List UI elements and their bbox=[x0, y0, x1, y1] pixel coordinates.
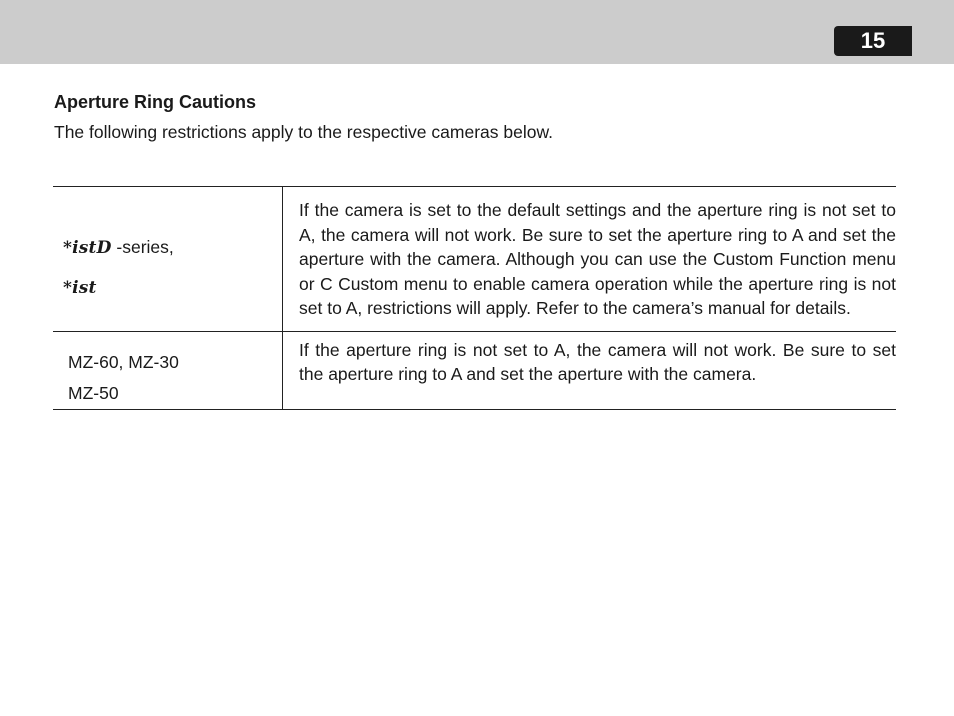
table-row bbox=[53, 187, 896, 331]
istd-logo: *istD bbox=[63, 238, 112, 258]
model-line bbox=[63, 277, 97, 298]
camera-models-cell bbox=[53, 332, 283, 409]
camera-models-cell bbox=[53, 187, 283, 331]
model-line: MZ-50 bbox=[68, 382, 119, 403]
model-line: MZ-60, MZ-30 bbox=[68, 351, 179, 372]
header-band bbox=[0, 0, 954, 64]
camera-restrictions-table bbox=[53, 186, 896, 410]
table-row bbox=[53, 331, 896, 409]
section-title: Aperture Ring Cautions bbox=[54, 92, 257, 112]
model-suffix: -series, bbox=[111, 237, 174, 257]
restriction-text: If the camera is set to the default settings and the aperture ring is not set to A, the camera will not work. Be sure to set the aperture ring to A and set the aperture with the camera. Although you can use the Custom Function menu or C Custom menu to enable camera operation while the aperture ring is not set to A, restrictions will apply. Refer to the camera’s manual for details. bbox=[299, 200, 896, 318]
ist-logo: *ist bbox=[63, 278, 97, 298]
restriction-text: If the aperture ring is not set to A, the camera will not work. Be sure to set the aperture ring to A and set the aperture with the camera. bbox=[299, 339, 896, 384]
model-line bbox=[63, 237, 174, 258]
page-number: 15 bbox=[834, 26, 912, 56]
intro-text: The following restrictions apply to the respective cameras below. bbox=[54, 122, 553, 142]
